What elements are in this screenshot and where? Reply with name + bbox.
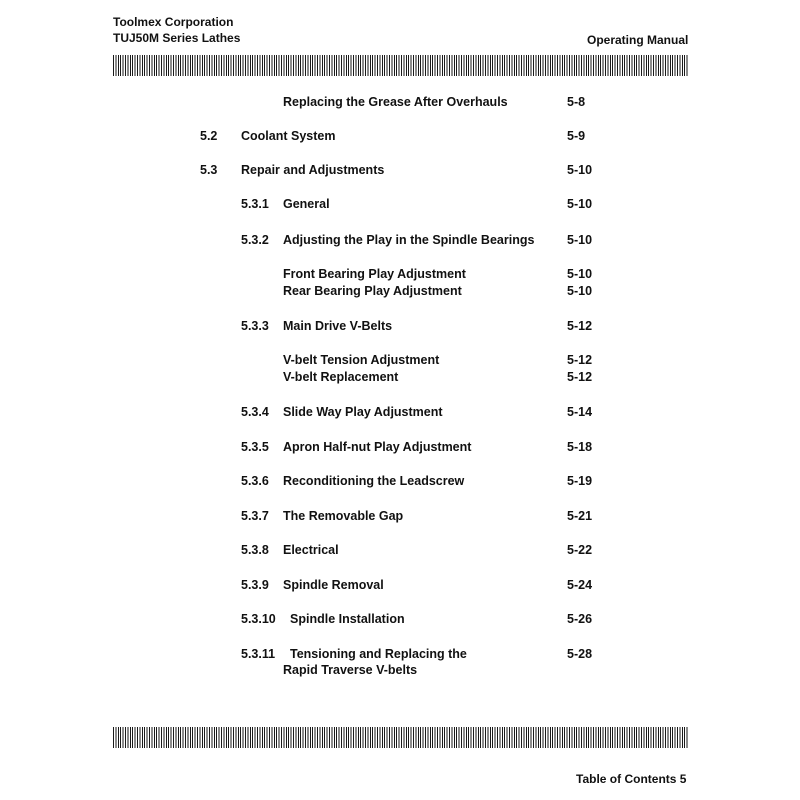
toc-page-number: 5-22 xyxy=(567,543,593,557)
toc-entry-title: Electrical xyxy=(283,543,339,557)
toc-section-number: 5.3.2 xyxy=(241,233,269,247)
bottom-barcode-rule xyxy=(113,727,688,748)
toc-page-number: 5-12 xyxy=(567,353,593,367)
toc-page-number: 5-24 xyxy=(567,578,593,592)
toc-section-number: 5.3.7 xyxy=(241,509,269,523)
toc-section-number: 5.3.8 xyxy=(241,543,269,557)
toc-entry-title: The Removable Gap xyxy=(283,509,404,523)
toc-entry-title: Reconditioning the Leadscrew xyxy=(283,474,465,488)
toc-entry-title: Slide Way Play Adjustment xyxy=(283,405,443,419)
toc-page-number: 5-9 xyxy=(567,129,586,143)
toc-entry-title: Apron Half-nut Play Adjustment xyxy=(283,440,472,454)
toc-section-number: 5.3.4 xyxy=(241,405,269,419)
header-company: Toolmex Corporation xyxy=(113,15,234,29)
toc-entry-title: V-belt Replacement xyxy=(283,370,399,384)
toc-entry-title: Adjusting the Play in the Spindle Bearings xyxy=(283,233,535,247)
toc-entry-title: Spindle Installation xyxy=(290,612,405,626)
toc-page-number: 5-10 xyxy=(567,284,593,298)
toc-entry-title: General xyxy=(283,197,330,211)
toc-section-number: 5.3 xyxy=(200,163,218,177)
toc-entry-title: Front Bearing Play Adjustment xyxy=(283,267,466,281)
toc-section-number: 5.3.9 xyxy=(241,578,269,592)
toc-section-number: 5.3.1 xyxy=(241,197,269,211)
toc-page-number: 5-28 xyxy=(567,647,593,661)
toc-entry-title: Spindle Removal xyxy=(283,578,384,592)
toc-section-number: 5.3.3 xyxy=(241,319,269,333)
toc-entry-title: V-belt Tension Adjustment xyxy=(283,353,440,367)
toc-section-number: 5.3.11 xyxy=(241,647,276,661)
footer-page-label: Table of Contents 5 xyxy=(576,772,687,786)
toc-entry-title: Rapid Traverse V-belts xyxy=(283,663,418,677)
toc-page-number: 5-10 xyxy=(567,163,593,177)
toc-page-number: 5-21 xyxy=(567,509,593,523)
toc-section-number: 5.2 xyxy=(200,129,218,143)
toc-page-number: 5-19 xyxy=(567,474,593,488)
toc-entry-title: Main Drive V-Belts xyxy=(283,319,393,333)
toc-page-number: 5-10 xyxy=(567,267,593,281)
toc-entry-title: Replacing the Grease After Overhauls xyxy=(283,95,508,109)
header-series: TUJ50M Series Lathes xyxy=(113,31,241,45)
toc-page-number: 5-10 xyxy=(567,197,593,211)
toc-entry-title: Coolant System xyxy=(241,129,336,143)
toc-entry-title: Repair and Adjustments xyxy=(241,163,385,177)
toc-section-number: 5.3.10 xyxy=(241,612,276,626)
top-barcode-rule xyxy=(113,55,688,76)
toc-page-number: 5-12 xyxy=(567,370,593,384)
toc-entry-title: Rear Bearing Play Adjustment xyxy=(283,284,462,298)
toc-entry-title: Tensioning and Replacing the xyxy=(290,647,467,661)
toc-page-number: 5-18 xyxy=(567,440,593,454)
toc-page-number: 5-12 xyxy=(567,319,593,333)
toc-section-number: 5.3.5 xyxy=(241,440,269,454)
toc-section-number: 5.3.6 xyxy=(241,474,269,488)
toc-page-number: 5-26 xyxy=(567,612,593,626)
header-manual-title: Operating Manual xyxy=(587,33,689,47)
toc-page-number: 5-10 xyxy=(567,233,593,247)
toc-page-number: 5-8 xyxy=(567,95,586,109)
toc-page-number: 5-14 xyxy=(567,405,593,419)
